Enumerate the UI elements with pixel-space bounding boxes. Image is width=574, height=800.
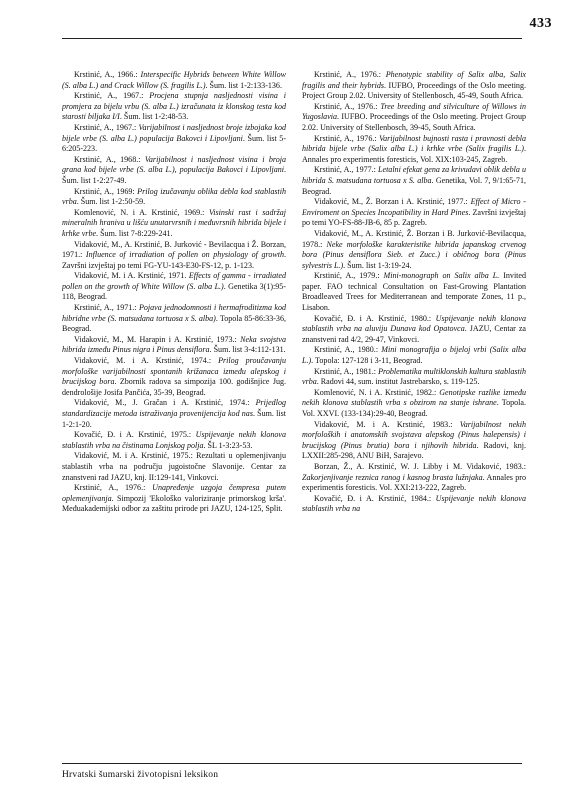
bibliography-entry [302, 102, 526, 134]
entry-pre: Krstinić, A., 1977.: [314, 165, 379, 175]
entry-title: Tree breeding and silviculture of Willows in Yugoslavia [302, 101, 526, 122]
entry-pre: Krstinić, A., 1967.: [74, 122, 139, 132]
bibliography-entry [302, 229, 526, 271]
entry-post: . Genetika, Vol. 7, 9/1:65-71, Beograd. [302, 175, 526, 196]
entry-post: . Završni izvještaj po temi FG-YU-143-E30-FS-12, p. 1-123. [62, 250, 286, 270]
entry-pre: Krstinić, A., 1976.: [314, 133, 380, 143]
bibliography-entry [302, 462, 526, 494]
bibliography-entry [302, 345, 526, 366]
entry-post: . Šum. list 1-2:48-53. [119, 112, 189, 122]
entry-pre: Kovačić, Đ. i A. Krstinić, 1984.: [314, 493, 436, 503]
entry-pre: Vidaković, M., A. Krstinić, B. Jurković - Bevilacqua i Ž. Borzan, 1971.: [62, 239, 286, 260]
entry-title: Varijabilnost i nasljednost visina i broja grana kod bijele vrbe (S. alba L.), populacija Bakovci i Lipovljani [62, 154, 286, 175]
entry-title: Interspecific Hybrids between White Willow (S. alba L.) and Crack Willow (S. fragilis L.) [62, 70, 286, 90]
entry-title: Uspijevanje nekih klonova stablastih vrba na aluviju Dunava kod Opatovca [302, 313, 526, 334]
bibliography-entry [62, 303, 286, 335]
entry-title: Genotipske razlike između nekih klonova stablastih vrba s obzirom na stanje ishrane [302, 387, 526, 408]
bibliography-entry [62, 208, 286, 240]
bibliography-columns [62, 70, 526, 758]
bibliography-entry [62, 91, 286, 123]
bibliography-entry [302, 165, 526, 197]
entry-pre: Komlenović, N. i A. Krstinić, 1969.: [74, 207, 209, 217]
bibliography-entry [302, 388, 526, 420]
entry-title: Uspijevanje nekih klonova stablastih vrba na [302, 493, 526, 514]
entry-title: Varijabilnost bujnosti rasta i pravnosti debla hibrida bijele vrbe (Salix alba L.) i krhke vrbe (Salix fragilis L.) [302, 133, 526, 154]
entry-title: Mini monografija o bijeloj vrbi (Salix alba L.) [302, 345, 526, 366]
entry-post: . Šum. list 1-2:133-136. [205, 80, 282, 90]
bibliography-entry [62, 451, 286, 483]
entry-pre: Krstinić, A., 1981.: [314, 366, 379, 376]
footer-rule [62, 763, 522, 764]
entry-title: Problematika multiklonskih kultura stablastih vrba [302, 366, 526, 387]
bibliography-entry [302, 271, 526, 313]
entry-title: Varijabilnost nekih morfoloških i anatomskih svojstava alepskog (Pinus halepensis) i brucijskog (Pinus brutia) bora i njihovih hibrida [302, 419, 526, 450]
entry-title: Letalni efekat gena za krivudavi oblik debla u hibrida S. matsudana tortuosa x S. alba [302, 165, 526, 185]
entry-pre: Vidaković, M. i A. Krstinić, 1983.: [314, 419, 460, 429]
entry-title: Prilog proučavanju morfološke varijabilnosti spontanih križanaca između alepskog i brucijskog bora [62, 356, 286, 387]
entry-post: . Zbornik radova sa simpozija 100. godišnjice Jug. dendrološije Josifa Pančića, 35-39, Beograd. [62, 377, 286, 397]
bibliography-entry [62, 483, 286, 515]
entry-post: . Šum. list 1-2:1-20. [62, 409, 286, 429]
entry-post: . Topola 85-86:33-36, Beograd. [62, 313, 286, 334]
bibliography-entry [62, 187, 286, 208]
entry-pre: Vidaković, M. i A. Krstinić, 1971. [74, 271, 189, 281]
bibliography-entry [62, 240, 286, 272]
entry-title: Phenotypic stability of Salix alba, Salix fragilis and their hybrids [302, 70, 526, 90]
header-rule [62, 38, 522, 39]
entry-pre: Krstinić, A., 1969: [74, 186, 138, 196]
bibliography-entry [62, 155, 286, 187]
bibliography-entry [302, 134, 526, 166]
entry-pre: Krstinić, A., 1976.: [314, 70, 386, 79]
bibliography-entry [62, 430, 286, 451]
bibliography-entry [302, 367, 526, 388]
entry-title: Pojava jednodomnosti i hermafroditizma kod hibridne vrbe (S. matsudana tortuosa x S. alba) [62, 303, 286, 323]
entry-pre: Borzan, Ž., A. Krstinić, W. J. Libby i M. Vidaković, 1983.: [314, 461, 526, 471]
entry-post: Invited paper. FAO technical Consultation on Fast-Growing Plantation Broadleaved Trees for Mediterranean and temporate Zones, 11 p., Lisabon. [302, 271, 526, 313]
footer-title: Hrvatski šumarski životopisni leksikon [62, 770, 219, 780]
entry-pre: Vidaković, M., Ž. Borzan i A. Krstinić, 1977.: [314, 197, 471, 207]
entry-post: . IUFBO, Proceedings of the Oslo meeting. Project Group 2.02. University of Stellenbosch, 45-49, South Africa. [302, 80, 526, 101]
entry-pre: Vidaković, M., A. Krstinić, Ž. Borzan i B. Jurković-Bevilacqua, 1978.: [302, 228, 526, 249]
entry-pre: Kovačić, Đ. i A. Krstinić, 1980.: [314, 313, 436, 323]
entry-post: . Završni izvještaj po temi YO-FS-88-JB-6, 85 p. Zagreb. [302, 207, 526, 228]
entry-title: Visinski rast i sadržaj mineralnih hraniva u lišću unutarvrsnih i međuvrsnih hibrida bijele i krhke vrbe [62, 207, 286, 238]
bibliography-entry [62, 335, 286, 356]
entry-post: . Šum. list 1-2:27-49. [62, 165, 286, 185]
bibliography-entry [62, 123, 286, 155]
entry-pre: Krstinić, A., 1967.: [74, 91, 150, 101]
entry-title: Mini-monograph on Salix alba L. [383, 271, 500, 281]
left-column [62, 70, 286, 758]
entry-pre: Vidaković, M. i A. Krstinić, 1974.: [74, 356, 219, 366]
entry-pre: Krstinić, A., 1971.: [74, 303, 139, 313]
bibliography-entry [302, 494, 526, 515]
right-column [302, 70, 526, 758]
entry-pre: Vidaković, M. i A. Krstinić, 1975.: Rezultati u oplemenjivanju stablastih vrba na području jugoistočne Slavonije. Centar za znanstveni rad JAZU, knj. II:129-141, Vinkovci. [62, 451, 286, 482]
bibliography-entry [62, 70, 286, 91]
entry-post: . JAZU, Centar za znanstveni rad 4/2, 29-47, Vinkovci. [302, 324, 526, 344]
entry-title: Effects of gamma - irradiated pollen on the growth of White Willow (S. alba L.) [62, 271, 286, 291]
page-number: 433 [529, 16, 552, 31]
entry-pre: Komlenović, N. i A. Krstinić, 1982.: [314, 387, 440, 397]
entry-pre: Kovačić, Đ. i A. Krstinić, 1975.: [74, 430, 196, 440]
entry-post: . ŠL 1-3:23-53. [203, 440, 253, 450]
entry-post: . Simpozij 'Ekološko valoriziranje primorskog krša'. Međuakademijski odbor za zaštitu prirode pri JAZU, 124-125, Split. [62, 493, 286, 514]
entry-post: . Radovi, knj. LXXII:285-298, ANU BiH, Sarajevo. [302, 440, 526, 461]
entry-pre: Krstinić, A., 1968.: [74, 154, 145, 164]
entry-title: Prilog izučavanju oblika debla kod stablastih vrba [62, 186, 286, 207]
entry-pre: Vidaković, M., M. Harapin i A. Krstinić, 1973.: [74, 334, 241, 344]
entry-pre: Krstinić, A., 1976.: [314, 101, 381, 111]
entry-pre: Krstinić, A., 1976.: [74, 483, 153, 493]
bibliography-entry [62, 356, 286, 398]
entry-title: Varijabilnost i nasljednost broje izbojaka kod bijele vrbe (S. alba L.) populacija Bakovci i Lipovljani [62, 122, 286, 143]
entry-pre: Krstinić, A., 1980.: [314, 345, 382, 355]
entry-title: Zakorjenjivanje reznica ranog i kasnog brasta lužnjaka [302, 472, 483, 482]
entry-title: Procjena stupnja nasljednosti visina i promjera za bijelu vrbu (S. alba L.) izračunata iz klonskog testa kod starosti biljaka I/I [62, 91, 286, 122]
entry-title: Unapređenje uzgoja čempresa putem oplemenjivanja [62, 483, 286, 503]
entry-post: . Annales pro experimentis foresticis. Vol. XXI:213-222, Zagreb. [302, 472, 526, 493]
entry-post: . Topola. Vol. XXVI. (133-134):29-40, Beograd. [302, 398, 526, 418]
entry-post: . Topola: 127-128 i 3-11, Beograd. [311, 356, 423, 366]
entry-post: . Genetika 3(1):95-118, Beograd. [62, 281, 286, 302]
entry-title: Influence of irradiation of pollen on physiology of growth [85, 250, 284, 260]
bibliography-entry [62, 271, 286, 303]
entry-post: . Šum. list 3-4:112-131. [209, 345, 286, 355]
entry-title: Uspijevanje nekih klonova stablastih vrba na čistinama Lonjskog polja [62, 430, 286, 450]
entry-pre: Vidaković, M., J. Gračan i A. Krstinić, 1974.: [74, 398, 256, 408]
entry-post: . Šum. list 7-8:229-241. [96, 228, 173, 238]
entry-post: . Annales pro experimentis foresticis, Vol. XIX:103-245, Zagreb. [302, 144, 526, 164]
entry-pre: Krstinić, A., 1979.: [314, 271, 384, 281]
entry-title: Neke morfološke karakteristike hibrida japanskog crvenog bora (Pinus densiflora Sieb. et Zucc.) i običnog bora (Pinus sylvestris L.) [302, 239, 526, 270]
entry-post: . Šum. list 1-2:50-59. [76, 197, 146, 207]
entry-post: . Šum. list 1-3:19-24. [343, 260, 412, 270]
entry-post: . Radovi 44, sum. institut Jastrebarsko, s. 119-125. [316, 377, 480, 387]
entry-title: Prijedlog standardizacije metoda istraživanja provenijencija kod nas [62, 398, 286, 418]
entry-post: . IUFBO. Proceedings of the Oslo meeting. Project Group 2.02. University of Stellenbosch, 39-45, South Africa. [302, 112, 526, 132]
entry-title: Effect of Micro - Enviroment on Species Incopatibility in Hard Pines [302, 197, 526, 217]
entry-pre: Krstinić, A., 1966.: [74, 70, 141, 79]
entry-title: Neka svojstva hibrida između Pinus nigra i Pinus densiflora [62, 334, 286, 355]
bibliography-entry [302, 314, 526, 346]
bibliography-entry [302, 70, 526, 102]
bibliography-entry [62, 398, 286, 430]
bibliography-entry [302, 420, 526, 462]
bibliography-entry [302, 197, 526, 229]
entry-post: . Šum. list 5-6:205-223. [62, 133, 286, 154]
